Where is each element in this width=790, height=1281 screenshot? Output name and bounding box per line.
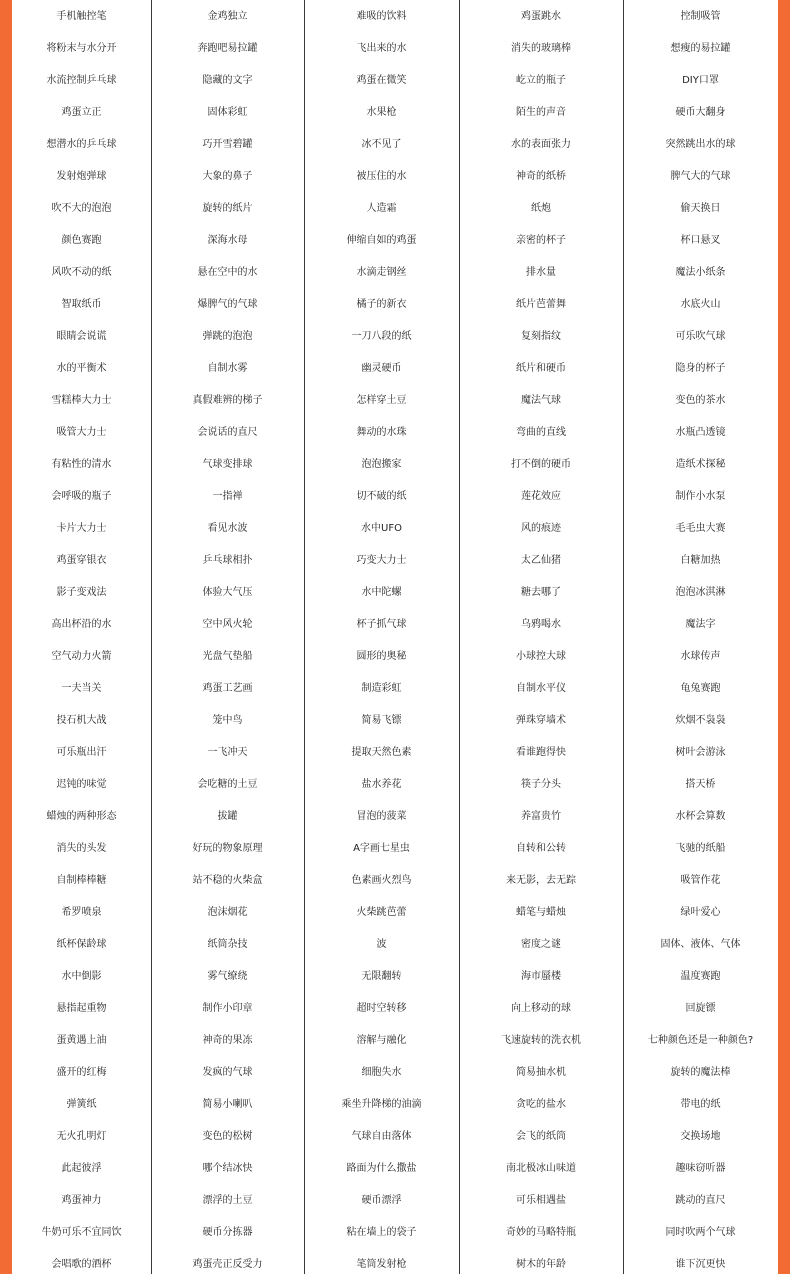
table-row bbox=[12, 1121, 778, 1153]
table-cell: 养富贵竹 bbox=[521, 811, 561, 822]
table-cell: 鸡蛋神力 bbox=[61, 1195, 102, 1206]
table-cell: 风吹不动的纸 bbox=[51, 267, 112, 278]
table-cell: 贪吃的盐水 bbox=[516, 1099, 566, 1110]
table-cell: 有粘性的清水 bbox=[51, 459, 112, 470]
table-cell: 向上移动的球 bbox=[511, 1003, 571, 1014]
table-row bbox=[12, 161, 778, 193]
table-cell: 魔法字 bbox=[685, 619, 716, 630]
table-cell: 可乐相遇盐 bbox=[516, 1195, 566, 1206]
table-cell: 笼中鸟 bbox=[212, 715, 243, 726]
table-cell: 发疯的气球 bbox=[202, 1067, 253, 1078]
table-row bbox=[12, 33, 778, 65]
table-cell: 奔跑吧易拉罐 bbox=[197, 43, 258, 54]
table-cell: 弹簧纸 bbox=[66, 1099, 97, 1110]
table-cell: 投石机大战 bbox=[56, 715, 107, 726]
table-cell: 影子变戏法 bbox=[56, 587, 107, 598]
table-cell: 固体、液体、气体 bbox=[660, 939, 741, 950]
table-cell: 雾气缭绕 bbox=[207, 971, 248, 982]
table-cell: 纸杯保龄球 bbox=[56, 939, 107, 950]
table-cell: 看见水波 bbox=[207, 523, 248, 534]
table-cell: 水杯会算数 bbox=[675, 811, 726, 822]
table-cell: 伸缩自如的鸡蛋 bbox=[346, 235, 417, 246]
table-cell: 悬指起重物 bbox=[56, 1003, 107, 1014]
table-row bbox=[12, 193, 778, 225]
table-cell: 鸡蛋跳水 bbox=[521, 11, 561, 22]
table-cell: 细胞失水 bbox=[361, 1067, 402, 1078]
table-cell: 会吃糖的土豆 bbox=[197, 779, 258, 790]
table-cell: 纸筒杂技 bbox=[207, 939, 248, 950]
table-cell: 自制水平仪 bbox=[516, 683, 566, 694]
table-cell: 被压住的水 bbox=[356, 171, 407, 182]
table-cell: 飞出来的水 bbox=[356, 43, 407, 54]
table-cell: 水的表面张力 bbox=[511, 139, 571, 150]
table-cell: 制作小印章 bbox=[202, 1003, 253, 1014]
table-cell: 水滴走钢丝 bbox=[356, 267, 407, 278]
table-row bbox=[12, 481, 778, 513]
table-row bbox=[12, 97, 778, 129]
table-row bbox=[12, 1217, 778, 1249]
table-cell: 颜色赛跑 bbox=[61, 235, 102, 246]
table-row bbox=[12, 1249, 778, 1281]
table-cell: 牛奶可乐不宜同饮 bbox=[41, 1227, 122, 1238]
table-cell: 神奇的果冻 bbox=[202, 1035, 253, 1046]
table-cell: 小球控大球 bbox=[516, 651, 566, 662]
table-cell: 回旋镖 bbox=[685, 1003, 716, 1014]
table-cell: 消失的头发 bbox=[56, 843, 107, 854]
table-cell: 大象的鼻子 bbox=[202, 171, 253, 182]
table-row bbox=[12, 769, 778, 801]
table-cell: 简易飞镖 bbox=[361, 715, 402, 726]
table-cell: 冰不见了 bbox=[361, 139, 402, 150]
table-cell: 水中陀螺 bbox=[361, 587, 402, 598]
table-row bbox=[12, 321, 778, 353]
table-cell: 气球自由落体 bbox=[351, 1131, 412, 1142]
table-cell: 想潜水的乒乓球 bbox=[46, 139, 117, 150]
table-cell: 隐藏的文字 bbox=[202, 75, 253, 86]
table-cell: 巧变大力士 bbox=[356, 555, 407, 566]
table-cell: 想瘦的易拉罐 bbox=[670, 43, 731, 54]
table-cell: 好玩的物象原理 bbox=[192, 843, 263, 854]
table-cell: 杯子抓气球 bbox=[356, 619, 407, 630]
table-cell: 拔罐 bbox=[217, 811, 238, 822]
table-cell: 水底火山 bbox=[680, 299, 721, 310]
table-cell: 固体彩虹 bbox=[207, 107, 248, 118]
table-cell: 排水量 bbox=[526, 267, 556, 278]
table-cell: 高出杯沿的水 bbox=[51, 619, 112, 630]
table-cell: 溶解与融化 bbox=[356, 1035, 407, 1046]
table-cell: 卡片大力士 bbox=[56, 523, 107, 534]
table-cell: 会说话的直尺 bbox=[197, 427, 258, 438]
table-cell: 水果枪 bbox=[366, 107, 397, 118]
table-cell: 复刻指纹 bbox=[521, 331, 561, 342]
table-cell: 泡泡冰淇淋 bbox=[675, 587, 726, 598]
table-cell: 空气动力火箭 bbox=[51, 651, 112, 662]
right-orange-border bbox=[778, 0, 790, 1274]
table-cell: 弹跳的泡泡 bbox=[202, 331, 253, 342]
table-row bbox=[12, 513, 778, 545]
table-cell: 一飞冲天 bbox=[207, 747, 248, 758]
table-cell: 盛开的红梅 bbox=[56, 1067, 107, 1078]
table-cell: 乒乓球相扑 bbox=[202, 555, 253, 566]
table-cell: 风的痕迹 bbox=[521, 523, 561, 534]
table-cell: 笔筒发射枪 bbox=[356, 1259, 407, 1270]
table-cell: 深海水母 bbox=[207, 235, 248, 246]
table-cell: 自转和公转 bbox=[516, 843, 566, 854]
table-cell: 迟钝的味觉 bbox=[56, 779, 107, 790]
table-cell: 吸管作花 bbox=[680, 875, 721, 886]
table-cell: 一指禅 bbox=[212, 491, 243, 502]
table-cell: 蛋黄遇上油 bbox=[56, 1035, 107, 1046]
table-cell: 鸡蛋穿银衣 bbox=[56, 555, 107, 566]
table-cell: 巧开雪碧罐 bbox=[202, 139, 253, 150]
table-cell: 脾气大的气球 bbox=[670, 171, 731, 182]
table-row bbox=[12, 1089, 778, 1121]
table-row bbox=[12, 641, 778, 673]
table-cell: 变色的松树 bbox=[202, 1131, 253, 1142]
table-cell: 提取天然色素 bbox=[351, 747, 412, 758]
table-cell: 来无影，去无踪 bbox=[506, 875, 576, 886]
table-cell: 交换场地 bbox=[680, 1131, 721, 1142]
table-cell: 水球传声 bbox=[680, 651, 721, 662]
table-cell: 会唱歌的酒杯 bbox=[51, 1259, 112, 1270]
table-cell: 超时空转移 bbox=[356, 1003, 407, 1014]
table-cell: 一夫当关 bbox=[61, 683, 102, 694]
table-cell: 龟兔赛跑 bbox=[680, 683, 721, 694]
table-cell: 太乙仙猪 bbox=[521, 555, 561, 566]
table-cell: 陌生的声音 bbox=[516, 107, 566, 118]
table-cell: 绿叶爱心 bbox=[680, 907, 721, 918]
table-cell: 水中UFO bbox=[361, 523, 402, 534]
table-cell: 硬币大翻身 bbox=[675, 107, 726, 118]
table-row bbox=[12, 865, 778, 897]
table-cell: 泡泡搬家 bbox=[361, 459, 402, 470]
table-cell: 乘坐升降梯的油滴 bbox=[341, 1099, 422, 1110]
table-cell: 趣味窃听器 bbox=[675, 1163, 726, 1174]
table-cell: 无限翻转 bbox=[361, 971, 402, 982]
table-cell: 哪个结冰快 bbox=[202, 1163, 253, 1174]
table-cell: 消失的玻璃棒 bbox=[511, 43, 571, 54]
table-cell: 冒泡的菠菜 bbox=[356, 811, 407, 822]
table-row bbox=[12, 961, 778, 993]
table-cell: 炊烟不袅袅 bbox=[675, 715, 726, 726]
table-cell: 南北极冰山味道 bbox=[506, 1163, 576, 1174]
table-cell: 将粉末与水分开 bbox=[46, 43, 117, 54]
table-cell: 偷天换日 bbox=[680, 203, 721, 214]
table-cell: 简易抽水机 bbox=[516, 1067, 566, 1078]
table-cell: 七种颜色还是一种颜色? bbox=[647, 1035, 754, 1046]
table-cell: 人造霜 bbox=[366, 203, 397, 214]
table-row bbox=[12, 1025, 778, 1057]
table-cell: 突然跳出水的球 bbox=[665, 139, 736, 150]
table-cell: 幽灵硬币 bbox=[361, 363, 402, 374]
table-cell: 简易小喇叭 bbox=[202, 1099, 253, 1110]
table-cell: 难吸的饮料 bbox=[356, 11, 407, 22]
table-row bbox=[12, 353, 778, 385]
table-cell: 会飞的纸筒 bbox=[516, 1131, 566, 1142]
table-cell: 自制棒棒糖 bbox=[56, 875, 107, 886]
table-cell: 神奇的纸桥 bbox=[516, 171, 566, 182]
table-cell: A字画七星虫 bbox=[353, 843, 410, 854]
table-cell: 硬币漂浮 bbox=[361, 1195, 402, 1206]
experiment-list-table bbox=[12, 0, 778, 1274]
table-row bbox=[12, 385, 778, 417]
table-cell: 一刀八段的纸 bbox=[351, 331, 412, 342]
table-row bbox=[12, 417, 778, 449]
table-cell: 漂浮的土豆 bbox=[202, 1195, 253, 1206]
table-row bbox=[12, 257, 778, 289]
table-cell: 自制水雾 bbox=[207, 363, 248, 374]
table-cell: 密度之谜 bbox=[521, 939, 561, 950]
table-cell: 硬币分拣器 bbox=[202, 1227, 253, 1238]
table-cell: 飞速旋转的洗衣机 bbox=[501, 1035, 581, 1046]
table-cell: 发射炮弹球 bbox=[56, 171, 107, 182]
table-cell: 气球变排球 bbox=[202, 459, 253, 470]
table-row bbox=[12, 129, 778, 161]
table-row bbox=[12, 1185, 778, 1217]
table-cell: 莲花效应 bbox=[521, 491, 561, 502]
table-cell: 制造彩虹 bbox=[361, 683, 402, 694]
table-cell: 光盘气垫船 bbox=[202, 651, 253, 662]
table-cell: 盐水养花 bbox=[361, 779, 402, 790]
table-cell: 同时吹两个气球 bbox=[665, 1227, 736, 1238]
table-cell: 会呼吸的瓶子 bbox=[51, 491, 112, 502]
table-cell: 智取纸币 bbox=[61, 299, 102, 310]
table-cell: 色素画火烈鸟 bbox=[351, 875, 412, 886]
table-cell: 可乐吹气球 bbox=[675, 331, 726, 342]
table-row bbox=[12, 577, 778, 609]
table-cell: 舞动的水珠 bbox=[356, 427, 407, 438]
table-cell: 火柴跳芭蕾 bbox=[356, 907, 407, 918]
table-cell: 站不稳的火柴盒 bbox=[192, 875, 263, 886]
table-cell: 控制吸管 bbox=[680, 11, 721, 22]
table-cell: 泡沫烟花 bbox=[207, 907, 248, 918]
table-row bbox=[12, 65, 778, 97]
table-row bbox=[12, 673, 778, 705]
table-row bbox=[12, 545, 778, 577]
table-cell: 树木的年龄 bbox=[516, 1259, 566, 1270]
table-cell: 弯曲的直线 bbox=[516, 427, 566, 438]
table-cell: 爆脾气的气球 bbox=[197, 299, 258, 310]
table-cell: 路面为什么撒盐 bbox=[346, 1163, 417, 1174]
table-cell: 搭天桥 bbox=[685, 779, 716, 790]
table-cell: 屹立的瓶子 bbox=[516, 75, 566, 86]
table-cell: 怎样穿土豆 bbox=[356, 395, 407, 406]
table-cell: 纸片和硬币 bbox=[516, 363, 566, 374]
table-cell: 吹不大的泡泡 bbox=[51, 203, 112, 214]
table-row bbox=[12, 833, 778, 865]
table-row bbox=[12, 929, 778, 961]
table-cell: 隐身的杯子 bbox=[675, 363, 726, 374]
table-cell: 真假难辨的梯子 bbox=[192, 395, 263, 406]
table-cell: 无火孔明灯 bbox=[56, 1131, 107, 1142]
table-cell: 水瓶凸透镜 bbox=[675, 427, 726, 438]
table-cell: 筷子分头 bbox=[521, 779, 561, 790]
table-cell: 打不倒的硬币 bbox=[511, 459, 571, 470]
table-cell: 奇妙的马略特瓶 bbox=[506, 1227, 576, 1238]
table-cell: 鸡蛋在微笑 bbox=[356, 75, 407, 86]
table-cell: 蜡烛的两种形态 bbox=[46, 811, 117, 822]
table-cell: 白糖加热 bbox=[680, 555, 721, 566]
table-cell: 雪糕棒大力士 bbox=[51, 395, 112, 406]
table-cell: 粘在墙上的袋子 bbox=[346, 1227, 417, 1238]
table-cell: 水流控制乒乓球 bbox=[46, 75, 117, 86]
table-row bbox=[12, 705, 778, 737]
table-cell: 弹珠穿墙术 bbox=[516, 715, 566, 726]
table-cell: 悬在空中的水 bbox=[197, 267, 258, 278]
table-cell: 水的平衡术 bbox=[56, 363, 107, 374]
table-cell: 切不破的纸 bbox=[356, 491, 407, 502]
table-cell: 海市蜃楼 bbox=[521, 971, 561, 982]
table-row bbox=[12, 289, 778, 321]
table-cell: 制作小水泵 bbox=[675, 491, 726, 502]
table-row bbox=[12, 225, 778, 257]
table-row bbox=[12, 609, 778, 641]
table-cell: 旋转的纸片 bbox=[202, 203, 253, 214]
table-cell: 魔法小纸条 bbox=[675, 267, 726, 278]
table-cell: 圆形的奥秘 bbox=[356, 651, 407, 662]
table-cell: 此起彼浮 bbox=[61, 1163, 102, 1174]
table-cell: 体验大气压 bbox=[202, 587, 253, 598]
table-cell: 手机触控笔 bbox=[56, 11, 107, 22]
table-row bbox=[12, 1057, 778, 1089]
table-row bbox=[12, 1, 778, 33]
table-cell: 纸片芭蕾舞 bbox=[516, 299, 566, 310]
table-cell: 跳动的直尺 bbox=[675, 1195, 726, 1206]
table-cell: 毛毛虫大赛 bbox=[675, 523, 726, 534]
table-cell: 鸡蛋立正 bbox=[61, 107, 102, 118]
table-cell: 金鸡独立 bbox=[207, 11, 248, 22]
table-cell: 变色的茶水 bbox=[675, 395, 726, 406]
table-cell: 吸管大力士 bbox=[56, 427, 107, 438]
table-row bbox=[12, 1153, 778, 1185]
table-row bbox=[12, 737, 778, 769]
table-cell: 蜡笔与蜡烛 bbox=[516, 907, 566, 918]
table-cell: 魔法气球 bbox=[521, 395, 561, 406]
table-row bbox=[12, 449, 778, 481]
table-cell: 水中倒影 bbox=[61, 971, 102, 982]
left-orange-border bbox=[0, 0, 12, 1274]
table-cell: 杯口悬叉 bbox=[680, 235, 721, 246]
table-cell: 可乐瓶出汗 bbox=[56, 747, 107, 758]
table-cell: 亲密的杯子 bbox=[516, 235, 566, 246]
table-row bbox=[12, 897, 778, 929]
table-cell: 鸡蛋工艺画 bbox=[202, 683, 253, 694]
table-cell: 带电的纸 bbox=[680, 1099, 721, 1110]
table-cell: 空中风火轮 bbox=[202, 619, 253, 630]
table-cell: 橘子的新衣 bbox=[356, 299, 407, 310]
table-cell: 飞驰的纸船 bbox=[675, 843, 726, 854]
table-cell: 谁下沉更快 bbox=[675, 1259, 726, 1270]
table-cell: 纸炮 bbox=[531, 203, 551, 214]
table-cell: 造纸术探秘 bbox=[675, 459, 726, 470]
table-row bbox=[12, 993, 778, 1025]
table-cell: 旋转的魔法棒 bbox=[670, 1067, 731, 1078]
table-row bbox=[12, 801, 778, 833]
table-cell: 眼睛会说谎 bbox=[56, 331, 107, 342]
table-cell: 树叶会游泳 bbox=[675, 747, 726, 758]
table-cell: 糖去哪了 bbox=[521, 587, 561, 598]
table-cell: 鸡蛋壳正反受力 bbox=[192, 1259, 263, 1270]
table-cell: 希罗喷泉 bbox=[61, 907, 102, 918]
table-cell: 温度赛跑 bbox=[680, 971, 721, 982]
table-cell: 乌鸦喝水 bbox=[521, 619, 561, 630]
table-cell: 看谁跑得快 bbox=[516, 747, 566, 758]
table-cell: 波 bbox=[376, 939, 387, 950]
table-cell: DIY口罩 bbox=[682, 75, 719, 86]
